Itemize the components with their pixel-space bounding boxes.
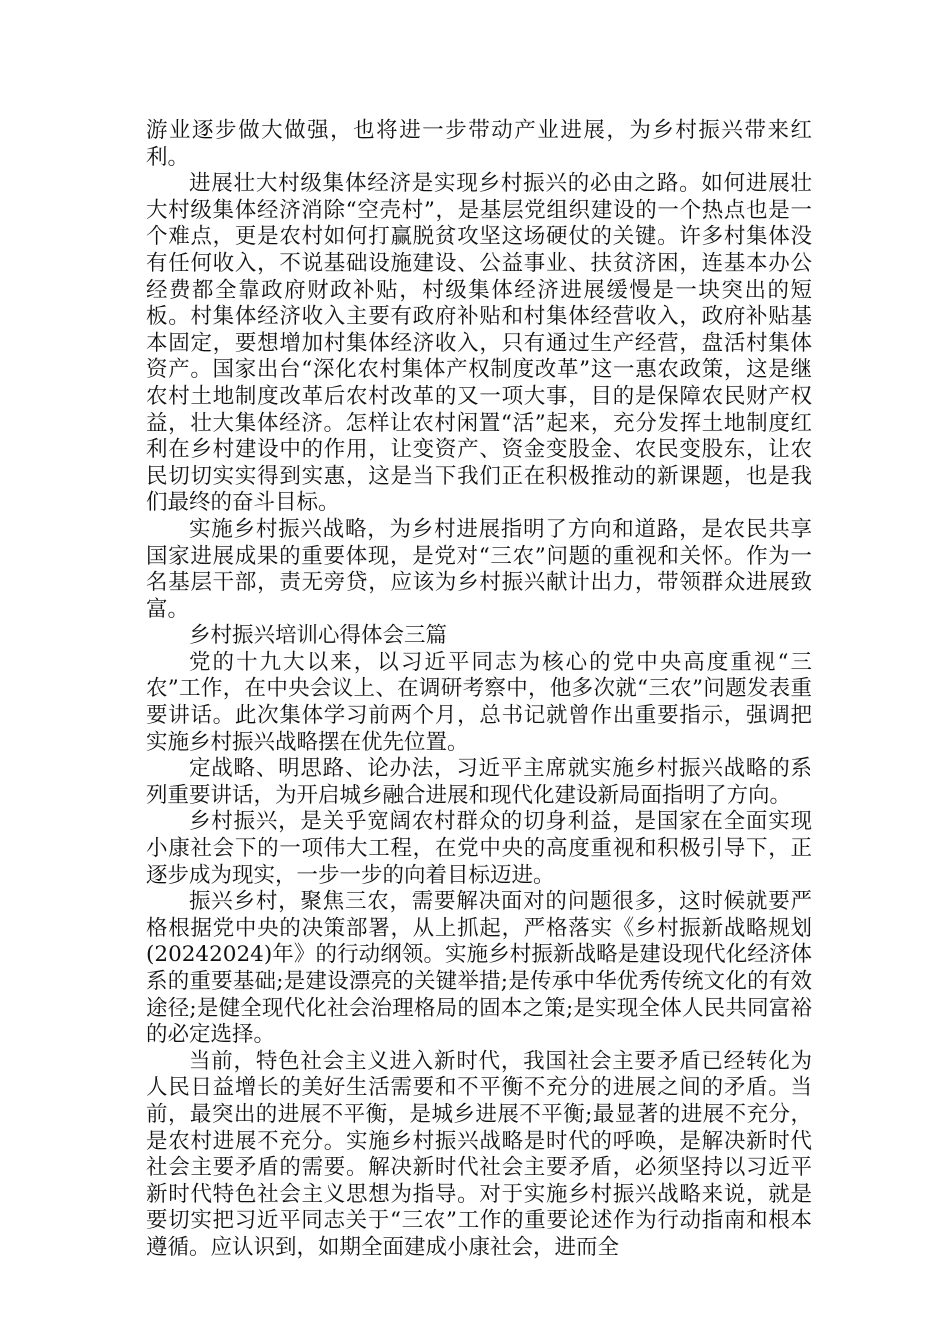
paragraph-strategy-speeches: 定战略、明思路、论办法，习近平主席就实施乡村振兴战略的系列重要讲话，为开启城乡融合进展和现代化建设新局面指明了方向。 (146, 756, 812, 808)
paragraph-new-era: 当前，特色社会主义进入新时代，我国社会主要矛盾已经转化为人民日益增长的美好生活需要和不平衡不充分的进展之间的矛盾。当前，最突出的进展不平衡，是城乡进展不平衡;最显著的进展不充分，是农村进展不充分。实施乡村振兴战略是时代的呼唤，是解决新时代社会主要矛盾的需要。解决新时代社会主要矛盾，必须坚持以习近平新时代特色社会主义思想为指导。对于实施乡村振兴战略来说，就是要切实把习近平同志关于“三农”工作的重要论述作为行动指南和根本遵循。应认识到，如期全面建成小康社会，进而全 (146, 1048, 812, 1260)
paragraph-party-congress: 党的十九大以来，以习近平同志为核心的党中央高度重视“三农”工作，在中央会议上、在调研考察中，他多次就“三农”问题发表重要讲话。此次集体学习前两个月，总书记就曾作出重要指示，强调把实施乡村振兴战略摆在优先位置。 (146, 649, 812, 755)
document-page (146, 118, 812, 1262)
paragraph-rural-interest: 乡村振兴，是关乎宽阔农村群众的切身利益，是国家在全面实现小康社会下的一项伟大工程，在党中央的高度重视和积极引导下，正逐步成为现实，一步一步的向着目标迈进。 (146, 809, 812, 888)
section-heading: 乡村振兴培训心得体会三篇 (189, 623, 448, 649)
paragraph-village-collective-economy: 进展壮大村级集体经济是实现乡村振兴的必由之路。如何进展壮大村级集体经济消除“空壳村”，是基层党组织建设的一个热点也是一个难点，更是农村如何打赢脱贫攻坚这场硬仗的关键。许多村集体没有任何收入，不说基础设施建设、公益事业、扶贫济困，连基本办公经费都全靠政府财政补贴，村级集体经济进展缓慢是一块突出的短板。村集体经济收入主要有政府补贴和村集体经营收入，政府补贴基本固定，要想增加村集体经济收入，只有通过生产经营，盘活村集体资产。国家出台“深化农村集体产权制度改革”这一惠农政策，这是继农村土地制度改革后农村改革的又一项大事，目的是保障农民财产权益，壮大集体经济。怎样让农村闲置“活”起来，充分发挥土地制度红利在乡村建设中的作用，让变资产、资金变股金、农民变股东，让农民切切实实得到实惠，这是当下我们正在积极推动的新课题，也是我们最终的奋斗目标。 (146, 171, 812, 516)
paragraph-revitalize-villages: 振兴乡村，聚焦三农，需要解决面对的问题很多，这时候就要严格根据党中央的决策部署，从上抓起，严格落实《乡村振新战略规划(20242024)年》的行动纲领。实施乡村振新战略是建设现代化经济体系的重要基础;是建设漂亮的关键举措;是传承中华优秀传统文化的有效途径;是健全现代化社会治理格局的固本之策;是实现全体人民共同富裕的必定选择。 (146, 889, 812, 1048)
paragraph-rural-revitalization-strategy: 实施乡村振兴战略，为乡村进展指明了方向和道路，是农民共享国家进展成果的重要体现，是党对“三农”问题的重视和关怀。作为一名基层干部，责无旁贷，应该为乡村振兴献计出力，带领群众进展致富。 (146, 516, 812, 622)
paragraph-continuation: 游业逐步做大做强，也将进一步带动产业进展，为乡村振兴带来红利。 (146, 118, 812, 170)
